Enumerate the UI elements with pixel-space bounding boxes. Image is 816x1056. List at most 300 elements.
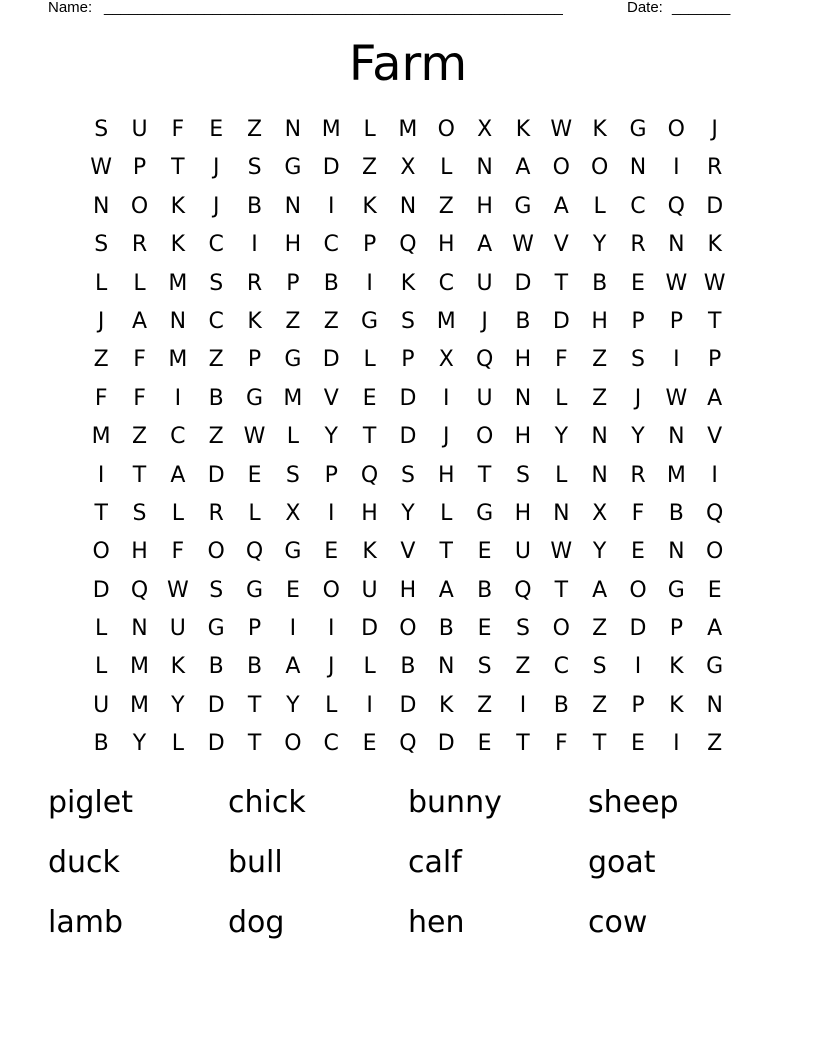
grid-letter: Q	[399, 731, 417, 757]
grid-row	[82, 341, 734, 379]
grid-letter: B	[208, 385, 224, 411]
grid-letter: P	[669, 308, 683, 334]
grid-letter: D	[437, 731, 455, 757]
grid-letter: K	[170, 654, 186, 680]
grid-letter: P	[401, 347, 415, 373]
grid-letter: G	[284, 155, 302, 181]
grid-letter: J	[97, 308, 105, 334]
grid-letter: A	[170, 462, 186, 488]
grid-letter: N	[284, 117, 302, 142]
grid-letter: K	[362, 539, 377, 565]
grid-letter: M	[130, 654, 149, 680]
grid-letter: I	[634, 654, 642, 680]
grid-letter: O	[207, 539, 225, 565]
grid-letter: I	[327, 616, 335, 642]
grid-letter: L	[171, 500, 184, 526]
grid-letter: E	[707, 577, 722, 603]
grid-letter: P	[362, 232, 377, 258]
grid-letter: Q	[399, 232, 417, 258]
grid-letter: F	[133, 347, 146, 373]
grid-letter: D	[706, 193, 724, 219]
grid-letter: P	[132, 155, 147, 181]
grid-row	[82, 495, 734, 533]
search-word: hen	[408, 905, 465, 940]
grid-letter: T	[439, 539, 453, 565]
grid-letter: J	[481, 308, 488, 334]
grid-letter: N	[591, 462, 608, 488]
grid-letter: O	[629, 577, 647, 603]
grid-letter: H	[514, 424, 532, 450]
grid-letter: P	[631, 692, 645, 718]
grid-letter: Q	[514, 577, 532, 603]
grid-letter: K	[707, 232, 722, 258]
grid-letter: A	[438, 577, 454, 603]
search-word: calf	[408, 845, 462, 880]
grid-letter: W	[703, 270, 726, 296]
grid-letter: U	[476, 385, 493, 411]
grid-letter: W	[665, 270, 688, 296]
grid-letter: X	[477, 117, 493, 142]
grid-letter: M	[666, 462, 686, 488]
grid-letter: L	[555, 462, 568, 488]
grid-letter: G	[514, 193, 532, 219]
grid-letter: D	[399, 692, 417, 718]
grid-letter: K	[170, 193, 186, 219]
grid-letter: D	[514, 270, 532, 296]
grid-row	[82, 687, 734, 725]
grid-letter: U	[514, 539, 531, 565]
grid-letter: E	[247, 462, 262, 488]
grid-letter: U	[476, 270, 493, 296]
grid-letter: M	[398, 117, 418, 142]
grid-letter: W	[90, 155, 113, 181]
date-label: Date:	[627, 0, 663, 16]
grid-letter: H	[437, 232, 455, 258]
grid-letter: K	[170, 232, 186, 258]
grid-letter: S	[515, 462, 530, 488]
grid-letter: I	[366, 692, 373, 718]
grid-letter: W	[243, 424, 266, 450]
grid-letter: B	[93, 731, 109, 757]
grid-letter: A	[131, 308, 148, 334]
grid-letter: J	[711, 117, 718, 142]
grid-letter: Y	[631, 424, 645, 450]
grid-letter: O	[552, 155, 570, 181]
grid-letter: X	[285, 500, 301, 526]
grid-letter: H	[591, 308, 608, 334]
grid-letter: Z	[208, 424, 224, 450]
grid-letter: I	[327, 500, 335, 526]
grid-letter: G	[284, 347, 302, 373]
grid-letter: N	[591, 424, 608, 450]
grid-letter: E	[631, 731, 645, 757]
grid-letter: T	[171, 155, 185, 181]
grid-letter: W	[166, 577, 189, 603]
grid-letter: B	[400, 654, 416, 680]
grid-letter: B	[668, 500, 684, 526]
search-word: lamb	[48, 905, 123, 940]
grid-letter: Y	[554, 424, 569, 450]
grid-letter: S	[285, 462, 300, 488]
grid-row	[82, 265, 734, 303]
grid-row	[82, 111, 734, 149]
grid-row	[82, 725, 734, 763]
grid-letter: N	[629, 155, 647, 181]
grid-letter: D	[322, 347, 340, 373]
grid-letter: R	[208, 500, 224, 526]
grid-letter: N	[706, 692, 723, 718]
grid-row	[82, 572, 734, 610]
grid-letter: E	[362, 731, 377, 757]
grid-letter: Q	[245, 539, 264, 565]
grid-letter: V	[707, 424, 723, 450]
grid-letter: D	[399, 424, 417, 450]
grid-letter: R	[707, 155, 723, 181]
grid-letter: H	[514, 500, 532, 526]
grid-letter: Y	[592, 539, 607, 565]
grid-letter: I	[711, 462, 718, 488]
grid-letter: N	[476, 155, 493, 181]
grid-letter: B	[477, 577, 493, 603]
grid-letter: A	[707, 385, 723, 411]
grid-letter: T	[247, 731, 262, 757]
grid-letter: D	[207, 731, 225, 757]
grid-letter: B	[208, 654, 224, 680]
grid-letter: S	[592, 654, 607, 680]
grid-letter: Z	[592, 347, 608, 373]
grid-letter: C	[208, 232, 224, 258]
grid-letter: Y	[171, 692, 185, 718]
grid-letter: V	[553, 232, 569, 258]
grid-letter: J	[327, 654, 335, 680]
grid-letter: F	[171, 539, 185, 565]
search-word: goat	[588, 845, 656, 880]
grid-letter: M	[168, 270, 188, 296]
grid-letter: T	[362, 424, 377, 450]
grid-letter: E	[631, 539, 645, 565]
grid-letter: H	[514, 347, 532, 373]
grid-letter: B	[553, 692, 569, 718]
grid-row	[82, 226, 734, 264]
grid-letter: M	[91, 424, 111, 450]
grid-letter: Y	[324, 424, 338, 450]
grid-letter: E	[362, 385, 377, 411]
grid-letter: G	[476, 500, 494, 526]
grid-letter: Q	[130, 577, 149, 603]
grid-letter: Z	[592, 616, 608, 642]
grid-letter: Q	[475, 347, 494, 373]
grid-letter: H	[131, 539, 148, 565]
grid-letter: L	[95, 616, 108, 642]
grid-letter: Z	[707, 731, 723, 757]
grid-letter: D	[207, 692, 225, 718]
grid-letter: H	[361, 500, 378, 526]
grid-letter: W	[550, 117, 573, 142]
grid-letter: I	[289, 616, 297, 642]
search-word: bunny	[408, 785, 502, 820]
grid-letter: M	[168, 347, 188, 373]
grid-letter: X	[400, 155, 416, 181]
grid-letter: C	[323, 232, 339, 258]
grid-letter: H	[437, 462, 455, 488]
search-word: chick	[228, 785, 306, 820]
grid-letter: L	[363, 347, 376, 373]
grid-letter: O	[475, 424, 494, 450]
grid-letter: N	[284, 193, 302, 219]
grid-letter: Z	[131, 424, 148, 450]
grid-letter: N	[131, 616, 148, 642]
word-list	[48, 780, 768, 960]
grid-letter: M	[130, 692, 149, 718]
grid-row	[82, 610, 734, 648]
grid-letter: J	[212, 193, 220, 219]
grid-letter: J	[634, 385, 642, 411]
grid-letter: I	[251, 232, 258, 258]
grid-row	[82, 457, 734, 495]
grid-letter: U	[131, 117, 148, 142]
grid-letter: S	[477, 654, 492, 680]
grid-row	[82, 533, 734, 571]
grid-letter: K	[439, 692, 454, 718]
grid-letter: Z	[515, 654, 531, 680]
grid-letter: N	[668, 424, 685, 450]
grid-letter: N	[399, 193, 417, 219]
grid-letter: W	[665, 385, 688, 411]
grid-letter: B	[592, 270, 608, 296]
search-word: dog	[228, 905, 285, 940]
grid-letter: S	[400, 308, 415, 334]
grid-letter: Z	[477, 692, 493, 718]
grid-letter: Z	[438, 193, 454, 219]
grid-letter: U	[169, 616, 186, 642]
grid-letter: J	[443, 424, 450, 450]
grid-letter: M	[436, 308, 456, 334]
grid-letter: N	[514, 385, 532, 411]
grid-letter: O	[284, 731, 302, 757]
grid-letter: D	[361, 616, 379, 642]
grid-letter: T	[516, 731, 530, 757]
grid-letter: I	[673, 347, 680, 373]
grid-letter: I	[673, 155, 680, 181]
grid-letter: H	[476, 193, 493, 219]
grid-letter: I	[519, 692, 527, 718]
grid-letter: C	[553, 654, 569, 680]
grid-letter: Q	[706, 500, 724, 526]
grid-letter: K	[362, 193, 377, 219]
grid-letter: O	[399, 616, 417, 642]
grid-letter: N	[438, 654, 455, 680]
grid-letter: I	[366, 270, 373, 296]
grid-letter: B	[247, 654, 263, 680]
grid-row	[82, 648, 734, 686]
page-title: Farm	[348, 36, 468, 92]
grid-letter: E	[477, 616, 492, 642]
grid-letter: N	[668, 232, 685, 258]
grid-letter: A	[285, 654, 301, 680]
search-word: duck	[48, 845, 120, 880]
grid-letter: L	[555, 385, 568, 411]
grid-letter: E	[324, 539, 339, 565]
grid-letter: V	[400, 539, 416, 565]
grid-letter: N	[92, 193, 110, 219]
grid-letter: F	[554, 347, 568, 373]
grid-letter: Z	[592, 692, 608, 718]
grid-letter: G	[706, 654, 724, 680]
grid-letter: U	[361, 577, 378, 603]
grid-row	[82, 188, 734, 226]
grid-letter: Y	[592, 232, 607, 258]
grid-letter: Z	[208, 347, 224, 373]
grid-letter: Q	[360, 462, 379, 488]
grid-letter: O	[667, 117, 685, 142]
grid-letter: D	[322, 155, 340, 181]
date-blank-line: _______	[672, 0, 731, 16]
letter-grid	[82, 111, 734, 764]
grid-letter: K	[669, 692, 684, 718]
grid-letter: S	[631, 347, 645, 373]
grid-letter: W	[550, 539, 573, 565]
grid-letter: P	[631, 308, 645, 334]
grid-letter: L	[593, 193, 606, 219]
grid-letter: L	[325, 692, 338, 718]
grid-letter: G	[361, 308, 379, 334]
grid-letter: G	[284, 539, 302, 565]
grid-letter: C	[630, 193, 646, 219]
grid-letter: L	[248, 500, 261, 526]
grid-letter: T	[247, 692, 262, 718]
grid-letter: D	[552, 308, 570, 334]
grid-letter: C	[323, 731, 339, 757]
grid-letter: E	[477, 731, 492, 757]
grid-letter: P	[247, 616, 262, 642]
grid-letter: J	[212, 155, 220, 181]
grid-letter: D	[92, 577, 110, 603]
grid-letter: D	[629, 616, 647, 642]
grid-letter: C	[208, 308, 224, 334]
grid-letter: R	[131, 232, 148, 258]
grid-letter: I	[174, 385, 182, 411]
grid-letter: S	[400, 462, 415, 488]
grid-letter: O	[437, 117, 455, 142]
grid-letter: X	[592, 500, 608, 526]
grid-letter: I	[673, 731, 680, 757]
grid-letter: Y	[286, 692, 300, 718]
grid-letter: S	[94, 232, 109, 258]
grid-letter: X	[438, 347, 454, 373]
grid-letter: R	[246, 270, 263, 296]
name-label: Name:	[48, 0, 93, 16]
grid-letter: A	[707, 616, 723, 642]
grid-letter: L	[440, 500, 453, 526]
grid-letter: E	[209, 117, 224, 142]
grid-letter: L	[363, 654, 376, 680]
grid-letter: E	[631, 270, 645, 296]
grid-letter: I	[97, 462, 105, 488]
grid-letter: S	[209, 577, 224, 603]
grid-letter: G	[667, 577, 685, 603]
grid-letter: G	[629, 117, 647, 142]
grid-letter: V	[323, 385, 339, 411]
grid-letter: S	[247, 155, 262, 181]
grid-row	[82, 380, 734, 418]
grid-letter: T	[592, 731, 607, 757]
grid-letter: B	[247, 193, 263, 219]
grid-letter: T	[554, 577, 569, 603]
grid-letter: F	[133, 385, 146, 411]
grid-letter: Z	[592, 385, 608, 411]
grid-letter: T	[477, 462, 492, 488]
search-word: bull	[228, 845, 283, 880]
word-row	[48, 780, 768, 840]
grid-letter: B	[515, 308, 531, 334]
grid-letter: O	[706, 539, 724, 565]
search-word: cow	[588, 905, 648, 940]
grid-letter: K	[247, 308, 262, 334]
grid-letter: B	[438, 616, 454, 642]
grid-letter: L	[133, 270, 146, 296]
grid-letter: N	[169, 308, 187, 334]
grid-letter: P	[669, 616, 683, 642]
grid-row	[82, 418, 734, 456]
search-word: piglet	[48, 785, 133, 820]
grid-letter: I	[443, 385, 450, 411]
grid-letter: C	[438, 270, 454, 296]
grid-letter: K	[515, 117, 531, 142]
grid-letter: T	[554, 270, 569, 296]
grid-letter: R	[630, 232, 646, 258]
search-word: sheep	[588, 785, 679, 820]
grid-letter: T	[707, 308, 722, 334]
grid-letter: Q	[667, 193, 685, 219]
grid-letter: Z	[323, 308, 339, 334]
grid-letter: G	[246, 577, 264, 603]
grid-letter: R	[630, 462, 646, 488]
grid-letter: O	[590, 155, 609, 181]
grid-letter: C	[170, 424, 186, 450]
grid-letter: K	[400, 270, 416, 296]
grid-letter: N	[553, 500, 570, 526]
grid-letter: P	[708, 347, 722, 373]
grid-letter: P	[324, 462, 338, 488]
grid-letter: H	[284, 232, 302, 258]
grid-letter: S	[209, 270, 224, 296]
grid-letter: W	[512, 232, 534, 258]
grid-letter: L	[95, 270, 108, 296]
grid-letter: L	[363, 117, 376, 142]
grid-letter: Z	[362, 155, 378, 181]
grid-letter: K	[669, 654, 684, 680]
grid-letter: L	[440, 155, 453, 181]
grid-row	[82, 149, 734, 187]
grid-letter: F	[554, 731, 568, 757]
grid-letter: O	[552, 616, 570, 642]
grid-letter: I	[327, 193, 335, 219]
grid-letter: U	[93, 692, 110, 718]
worksheet-header	[48, 0, 748, 18]
grid-letter: M	[321, 117, 341, 142]
grid-letter: Y	[132, 731, 147, 757]
grid-letter: D	[207, 462, 225, 488]
grid-letter: E	[477, 539, 492, 565]
grid-letter: Y	[401, 500, 415, 526]
grid-letter: B	[323, 270, 339, 296]
grid-letter: T	[94, 500, 108, 526]
grid-letter: N	[668, 539, 685, 565]
grid-letter: D	[399, 385, 417, 411]
grid-letter: Z	[93, 347, 109, 373]
name-blank-line: _______________________________________________________	[104, 0, 563, 16]
grid-letter: O	[92, 539, 110, 565]
